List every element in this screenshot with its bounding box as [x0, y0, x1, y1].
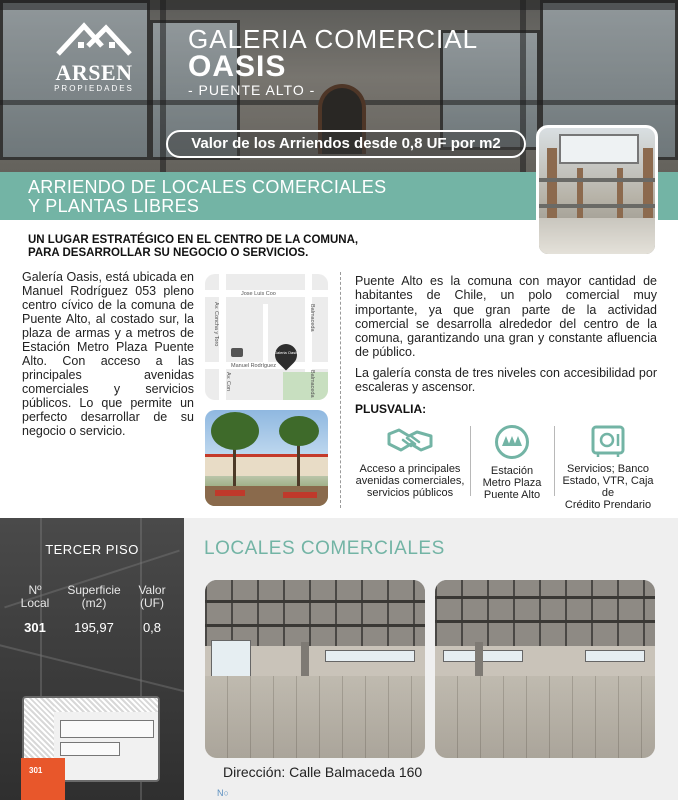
local-photo-2 [435, 580, 655, 758]
band-title [28, 178, 386, 216]
price-banner: Valor de los Arriendos desde 0,8 UF por m2 [166, 130, 526, 158]
local-photo-1 [205, 580, 425, 758]
table-cell-local: 301 [24, 620, 46, 635]
map-street-label: Balmaceda [309, 370, 315, 398]
photo-window [325, 650, 415, 662]
floor-plan-unit-301: 301 [21, 758, 65, 800]
mall-interior-photo [536, 125, 658, 257]
mall-floor [539, 218, 655, 254]
plusvalia-item-metro [472, 424, 552, 501]
handshake-icon [387, 424, 433, 456]
title-line-2: OASIS [188, 50, 287, 83]
left-description: Galería Oasis, está ubicada en Manuel Rodríguez 053 pleno centro cívico de la comuna de Puente Alto, al costado sur, la plaza de armas y a metros de Estación Metro Plaza Puente Alto. Con acceso a las principales avenidas comerciales y servicios públicos. Lo que permite un perfecto desarrollar de su negocio o servicio. [22, 270, 194, 438]
intro-heading [28, 234, 358, 260]
house-roof-icon [54, 18, 134, 60]
map-street-label: Av. Con [225, 372, 231, 392]
intro-line-2: PARA DESARROLLAR SU NEGOCIO O SERVICIOS. [28, 247, 309, 259]
metro-icon [494, 424, 530, 460]
arsen-logo [46, 18, 142, 98]
table-header-local: Nº Local [20, 583, 50, 610]
photo-floor [205, 676, 425, 758]
plusvalia-line: Estado, VTR, Caja de [562, 475, 654, 499]
title-line-3: - PUENTE ALTO - [188, 82, 316, 98]
mall-railing [539, 204, 655, 208]
locales-title: LOCALES COMERCIALES [204, 538, 445, 559]
map-street-label: Av. Concha y Toro [213, 302, 219, 347]
map-street-label: Jose Luis Coo [241, 291, 276, 297]
photo-beam [435, 620, 655, 623]
plusvalia-line: Estación [490, 465, 534, 477]
photo-beam [435, 596, 655, 599]
logo-subtitle: PROPIEDADES [54, 84, 134, 93]
photo-ceiling [435, 580, 655, 646]
plaza-building [205, 454, 328, 476]
plusvalia-line: servicios públicos [366, 487, 454, 499]
floor-plan-room [60, 742, 120, 756]
location-map [205, 274, 328, 400]
floor-plan-hatch [54, 698, 160, 712]
map-park [283, 372, 328, 400]
plusvalia-item-access [352, 424, 468, 499]
plaza-bench [215, 490, 245, 496]
icon-divider [470, 426, 471, 496]
photo-beam [205, 600, 425, 603]
plusvalia-line: Puente Alto [483, 489, 541, 501]
photo-floor [435, 676, 655, 758]
icon-divider [554, 426, 555, 496]
corner-mark-icon: N○ [217, 788, 229, 798]
metro-marker-icon [231, 348, 243, 357]
logo-name: ARSEN [55, 60, 133, 85]
intro-line-1: UN LUGAR ESTRATÉGICO EN EL CENTRO DE LA COMUNA, [28, 234, 359, 246]
mall-skylight [559, 134, 639, 164]
right-description: Puente Alto es la comuna con mayor cantidad de habitantes de Chile, un polo comercial muy importante, ya que gran parte de la actividad comercial se desarrolla alrededor del centro de la comuna, garantizando una gran y constante afluencia de público. [355, 274, 657, 360]
column-divider [340, 272, 341, 508]
table-header-superficie: Superficie (m2) [67, 583, 121, 610]
plusvalia-line: Acceso a principales [359, 463, 461, 475]
plusvalia-line: Servicios; Banco [567, 463, 649, 475]
plusvalia-line: Crédito Prendario [564, 499, 652, 511]
palm-tree [211, 412, 259, 450]
table-cell-valor: 0,8 [142, 620, 162, 635]
photo-ceiling [205, 580, 425, 646]
band-title-line-2: Y PLANTAS LIBRES [28, 196, 200, 216]
band-title-line-1: ARRIENDO DE LOCALES COMERCIALES [28, 177, 387, 197]
safe-icon [590, 424, 626, 458]
map-pin-label: Galeria Oasis [273, 350, 299, 355]
panel-decor-line [0, 640, 184, 698]
floor-plan-room [60, 720, 154, 738]
photo-window [585, 650, 645, 662]
map-street-label: Balmaceda [309, 304, 315, 332]
right-description-levels: La galería consta de tres niveles con accesibilidad por escaleras y ascensor. [355, 366, 657, 395]
title-line-1: GALERIA COMERCIAL [188, 24, 479, 54]
plusvalia-line: avenidas comerciales, [355, 475, 465, 487]
plusvalia-title: PLUSVALIA: [355, 402, 427, 416]
map-road [263, 304, 268, 362]
plaza-photo [205, 410, 328, 506]
photo-window [443, 650, 523, 662]
mall-railing [539, 178, 655, 182]
plaza-bench [283, 492, 317, 498]
table-header-valor: Valor (UF) [138, 583, 166, 610]
photo-beam [205, 624, 425, 627]
map-street-label: Manuel Rodríguez [231, 363, 276, 369]
plusvalia-item-services [556, 424, 660, 511]
address-text: Dirección: Calle Balmaceda 160 [223, 764, 423, 780]
table-cell-superficie: 195,97 [74, 620, 114, 635]
palm-tree [279, 416, 319, 446]
floor-title: TERCER PISO [45, 542, 139, 557]
plusvalia-line: Metro Plaza [482, 477, 542, 489]
